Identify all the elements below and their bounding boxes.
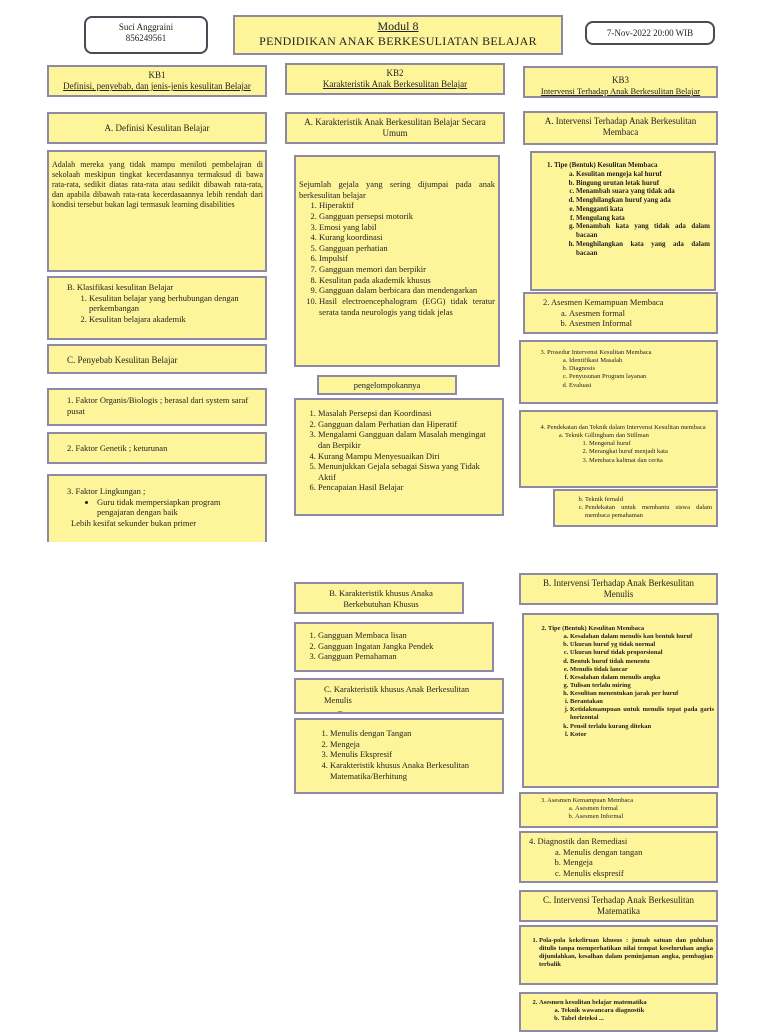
list-item: a. Teknik wawancara diagnostik [561, 1007, 713, 1015]
list-item: 2. Kesulitan belajara akademik [89, 314, 259, 325]
kb2-section-c-list [300, 728, 498, 781]
kb3-section-c-label: C. Intervensi Terhadap Anak Berkesulitan Matematika [543, 895, 694, 917]
list-item: b. Asesmen Informal [569, 318, 712, 329]
kb2-groups [294, 398, 504, 516]
list-item: 1. Hiperaktif [319, 200, 495, 211]
list-item: l. Kotor [570, 731, 714, 739]
kb3-writing-assessment-title: 3. Asesmen Kemampuan Membaca [541, 797, 634, 804]
list-item: 3. Emosi yang labil [319, 222, 495, 233]
kb3-diagnostic-list [529, 847, 712, 879]
kb3-math-errors-list [523, 937, 713, 970]
kb1-factor-3-title: 3. Faktor Lingkungan ; [67, 486, 146, 496]
list-item: 3. Mengalami Gangguan dalam Masalah mengingat dan Berpikir [318, 429, 498, 450]
kb1-header [47, 65, 267, 97]
kb3-diagnostic-title: 4. Diagnostik dan Remediasi [529, 836, 628, 846]
list-item: 5. Menunjukkan Gejala sebagai Siswa yang Tidak Aktif [318, 461, 498, 482]
list-item [554, 161, 710, 257]
list-item: b. Asesmen Informal [575, 813, 712, 821]
kb2-section-c-label: C. Karakteristik khusus Anak Berkesulitan Menulis [324, 684, 470, 705]
list-item: 1. Kesulitan belajar yang berhubungan dengan perkembangan [89, 293, 259, 314]
list-item: 10. Hasil electroencephalogram (EGG) tidak teratur serata tanda neurologis yang tidak jelas [319, 296, 495, 317]
kb2-section-c-items [294, 718, 504, 794]
list-item: • Guru tidak mempersiapkan program pengajaran dengan baik [97, 497, 259, 518]
list-item: 1. Gangguan Membaca lisan [318, 630, 488, 641]
list-item: f. Kesalahan dalam menulis angka [570, 674, 714, 682]
kb3-approach-a: Teknik Gillingham dan Stillman [565, 432, 649, 440]
kb3-reading-types-list [534, 161, 710, 257]
list-item: 5. Gangguan perhatian [319, 243, 495, 254]
module-title-box [233, 15, 563, 55]
kb2-header [285, 63, 505, 95]
list-item: 7. Gangguan memori dan berpikir [319, 264, 495, 275]
kb1-factor-1 [47, 388, 267, 426]
kb1-section-c [47, 344, 267, 374]
list-item: c. Menambah suara yang tidak ada [576, 187, 710, 196]
student-id: 856249561 [125, 33, 167, 44]
module-subtitle: PENDIDIKAN ANAK BERKESULIATAN BELAJAR [259, 34, 537, 48]
kb3-section-c [519, 890, 718, 922]
list-item: 3. Menulis Ekspresif [330, 749, 498, 760]
list-item: h. Kesulitan menentukan jarak per huruf [570, 690, 714, 698]
kb3-writing-assessment-list [541, 805, 712, 821]
kb3-writing-types-title: Tipe (Bentuk) Kesulitan Membaca [548, 625, 645, 632]
kb3-section-b [519, 573, 718, 605]
kb2-subtitle: Karakteristik Anak Berkesulitan Belajar [322, 79, 468, 90]
list-item [547, 424, 712, 465]
kb2-grouping-label [317, 375, 457, 395]
kb3-diagnostic [519, 831, 718, 883]
list-item: b. Diagnosis [569, 365, 712, 373]
kb2-section-b-list [300, 630, 488, 662]
list-item: a. Identifikasi Masalah [569, 357, 712, 365]
kb1-factor-3 [47, 474, 267, 542]
list-item: i. Berantakan [570, 698, 714, 706]
list-item: a. Menulis dengan tangan [563, 847, 712, 858]
kb3-math-errors [519, 925, 718, 985]
kb3-approach-more-list [557, 496, 712, 520]
kb3-assessment-list [543, 308, 712, 329]
list-item: 2. Gangguan Ingatan Jangka Pendek [318, 641, 488, 652]
list-item: a. Asesmen formal [569, 308, 712, 319]
list-item: b. Mengeja [563, 857, 712, 868]
list-item: 3. Membaca kalimat dan cerita [589, 457, 712, 465]
kb3-approach [519, 410, 718, 488]
kb1-subtitle: Definisi, penyebab, dan jenis-jenis kesulitan Belajar [63, 81, 251, 92]
list-item: 2. Merangkai huruf menjadi kata [589, 448, 712, 456]
kb3-assessment [523, 292, 718, 334]
list-item: 1. Menulis dengan Tangan [330, 728, 498, 739]
kb3-title: KB3 [611, 75, 629, 85]
list-item: d. Evaluasi [569, 382, 712, 390]
list-item: e. Menulis tidak lancar [570, 666, 714, 674]
list-item: 2. Mengeja [330, 739, 498, 750]
list-item: c. Ukuran huruf tidak proporsional [570, 649, 714, 657]
kb1-factor-2 [47, 432, 267, 464]
kb3-math-assessment-sublist [539, 1007, 713, 1023]
list-item: g. Tulisan terlalu miring [570, 682, 714, 690]
list-item: h. Menghilangkan kata yang ada dalam bacaan [576, 240, 710, 258]
kb1-definition [47, 150, 267, 272]
kb3-reading-types-title: Tipe (Bentuk) Kesulitan Membaca [554, 161, 658, 169]
kb2-symptoms-list [299, 200, 495, 317]
list-item: 6. Pencapaian Hasil Belajar [318, 482, 498, 493]
kb1-section-c-label: C. Penyebab Kesulitan Belajar [67, 355, 178, 365]
kb3-section-a [523, 111, 718, 145]
list-item: j. Ketidakmampuan untuk menulis tepat pada garis horizontal [570, 706, 714, 722]
list-item [539, 999, 713, 1023]
student-info [84, 16, 208, 54]
kb3-reading-types [530, 151, 716, 291]
kb2-section-a-label: A. Karakteristik Anak Berkesulitan Belajar Secara Umum [304, 117, 486, 139]
list-item: f. Mengulang kata [576, 214, 710, 223]
list-item: 4. Kurang Mampu Menyesuaikan Diri [318, 451, 498, 462]
list-item: a. Kesalahan dalam menulis kan bentuk huruf [570, 633, 714, 641]
kb3-writing-assessment [519, 792, 718, 828]
kb2-section-b [294, 582, 464, 614]
kb1-section-a [47, 112, 267, 144]
list-item: d. Menghilangkan huruf yang ada [576, 196, 710, 205]
kb3-math-assessment [519, 992, 718, 1032]
kb1-factor-1-text: 1. Faktor Organis/Biologis ; berasal dari system saraf pusat [67, 395, 249, 416]
list-item: b. Ukuran huruf yg tidak normal [570, 641, 714, 649]
kb3-section-a-label: A. Intervensi Terhadap Anak Berkesulitan Membaca [544, 116, 697, 138]
kb3-section-b-label: B. Intervensi Terhadap Anak Berkesulitan Menulis [543, 578, 694, 600]
list-item [565, 432, 712, 465]
kb3-math-assessment-list [523, 999, 713, 1023]
kb2-grouping-label-text: pengelompokannya [353, 380, 421, 390]
date-box [585, 21, 715, 45]
kb2-title: KB2 [386, 68, 404, 78]
list-item [548, 625, 714, 739]
list-item: 3. Gangguan Pemahaman [318, 651, 488, 662]
kb3-assessment-title: 2. Asesmen Kemampuan Membaca [543, 297, 664, 307]
list-item: 4. Kurang koordinasi [319, 232, 495, 243]
kb1-section-b [47, 276, 267, 340]
list-item: g. Menambah kata yang tidak ada dalam bacaan [576, 222, 710, 240]
kb3-subtitle: Intervensi Terhadap Anak Berkesulitan Belajar [540, 86, 701, 97]
module-title: Modul 8 [377, 19, 419, 33]
kb1-definition-text: Adalah mereka yang tidak mampu meniloti pembelajran di sekolaah meskipun tingkat kecerdasannya termaksud di bawa rata-rata, sedikit diatas rata-rata atau sedikit dibawah rata-rata, dan apabila dibawah rata-rata kecerdasaannya lebih rendah dari kondisi tersebut bukan lagi termasuk learning disabilities [52, 160, 263, 209]
kb3-approach-title: Pendekatan dan Teknik dalam Intervensi Kesulitan membaca [547, 424, 706, 431]
kb3-writing-types-list [526, 625, 714, 739]
kb1-factor-3-list [67, 497, 259, 518]
list-item: c. Menulis ekspresif [563, 868, 712, 879]
kb1-title: KB1 [148, 70, 166, 80]
list-item: 8. Kesulitan pada akademik khusus [319, 275, 495, 286]
kb3-reading-types-sublist [554, 170, 710, 258]
list-item: 4. Karakteristik khusus Anaka Berkesulitan Matematika/Berhitung [330, 760, 498, 781]
list-item: c. Penyusunan Program layanan [569, 373, 712, 381]
kb3-approach-sublist [547, 432, 712, 465]
kb1-section-b-list [67, 293, 259, 325]
kb1-factor-3-note: Lebih kesifat sekunder bukan primer [71, 517, 197, 528]
date-text: 7-Nov-2022 20:00 WIB [606, 28, 694, 38]
kb1-section-b-title: B. Klasifikasi kesulitan Belajar [67, 282, 174, 292]
list-item: b. Tabel deteksi ... [561, 1015, 713, 1023]
list-item: b. Teknik fernald [585, 496, 712, 504]
kb3-writing-types [522, 613, 719, 788]
kb1-section-a-label: A. Definisi Kesulitan Belajar [104, 123, 210, 133]
list-item: 2. Gangguan dalam Perhatian dan Hiperatif [318, 419, 498, 430]
list-item: d. Bentuk huruf tidak menentu [570, 658, 714, 666]
list-item: a. Asesmen formal [575, 805, 712, 813]
kb3-approach-list [523, 424, 712, 465]
kb2-section-b-label: B. Karakteristik khusus Anaka Berkebutuhan Khusus [329, 588, 433, 609]
list-item: 6. Impulsif [319, 253, 495, 264]
student-name: Suci Anggraini [118, 22, 174, 32]
kb2-section-c [294, 678, 504, 714]
list-item [547, 349, 712, 390]
kb3-approach-more [553, 489, 718, 527]
kb3-approach-a-list [565, 440, 712, 464]
kb2-symptoms [294, 155, 500, 367]
kb2-groups-list [300, 408, 498, 493]
kb3-writing-types-sublist [548, 633, 714, 739]
kb2-symptoms-intro: Sejumlah gejala yang sering dijumpai pada anak berkesulitan belajar [299, 179, 495, 200]
kb3-procedure-sublist [547, 357, 712, 390]
kb1-factor-2-text: 2. Faktor Genetik ; keturunan [67, 443, 168, 453]
list-item: 2. Gangguan persepsi motorik [319, 211, 495, 222]
kb3-math-assessment-title: Asesmen kesulitan belajar matematika [539, 999, 647, 1006]
kb3-procedure [519, 340, 718, 404]
kb2-section-b-items [294, 622, 494, 672]
list-item: 9. Gangguan dalam berbicara dan mendengarkan [319, 285, 495, 296]
list-item: 1. Masalah Persepsi dan Koordinasi [318, 408, 498, 419]
kb3-procedure-list [523, 349, 712, 390]
list-item: 1. Pola-pola kekeliruan khusus : jumah satuan dan puluhan ditulis tanpa memperhatikan nilai tempat keseluruhan angka dijumlahkan, kesalhan dalam peminjaman angka, pembagian terbalik [539, 937, 713, 970]
kb2-section-a [285, 112, 505, 144]
kb3-header [523, 66, 718, 98]
list-item: e. Mengganti kata [576, 205, 710, 214]
kb2-section-c-dash: – [338, 705, 343, 716]
list-item: a. Kesulitan mengeja kal huruf [576, 170, 710, 179]
list-item: c. Pendekatan untuk membantu siswa dalam membaca pemahaman [585, 504, 712, 520]
list-item: 1. Mengenal huruf [589, 440, 712, 448]
list-item: k. Pensil terlalu kurang ditekan [570, 723, 714, 731]
kb3-procedure-title: Prosedur Intervensi Kesulitan Membaca [547, 349, 652, 356]
list-item: b. Bingung urutan letak huruf [576, 179, 710, 188]
